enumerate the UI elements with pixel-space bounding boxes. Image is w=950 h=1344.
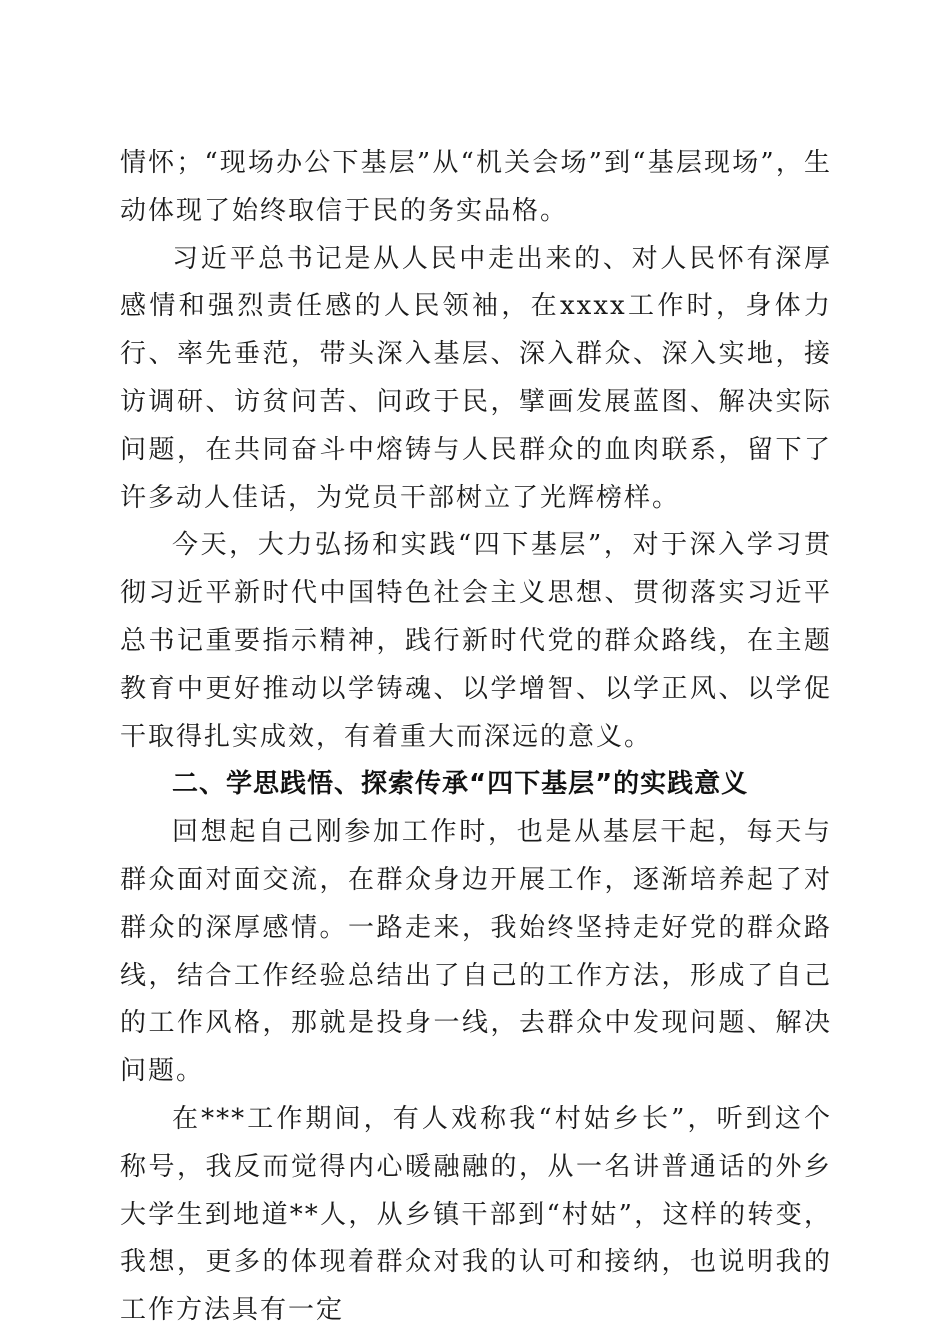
document-body xyxy=(120,140,832,1335)
paragraph-significance: 今天，大力弘扬和实践“四下基层”，对于深入学习贯彻习近平新时代中国特色社会主义思想、贯彻落实习近平总书记重要指示精神，践行新时代党的群众路线，在主题教育中更好推动以学铸魂、以学增智、以学正风、以学促干取得扎实成效，有着重大而深远的意义。 xyxy=(120,530,832,752)
paragraph-personal-experience: 回想起自己刚参加工作时，也是从基层干起，每天与群众面对面交流，在群众身边开展工作，逐渐培养起了对群众的深厚感情。一路走来，我始终坚持走好党的群众路线，结合工作经验总结出了自己的工作方法，形成了自己的工作风格，那就是投身一线，去群众中发现问题、解决问题。 xyxy=(120,817,832,1087)
paragraph-village-girl: 在***工作期间，有人戏称我“村姑乡长”，听到这个称号，我反而觉得内心暖融融的，从一名讲普通话的外乡大学生到地道**人，从乡镇干部到“村姑”，这样的转变，我想，更多的体现着群众对我的认可和接纳，也说明我的工作方法具有一定 xyxy=(120,1103,832,1326)
paragraph-continuation: 情怀；“现场办公下基层”从“机关会场”到“基层现场”，生动体现了始终取信于民的务实品格。 xyxy=(120,148,832,226)
paragraph-leader-example: 习近平总书记是从人民中走出来的、对人民怀有深厚感情和强烈责任感的人民领袖，在xxxx工作时，身体力行、率先垂范，带头深入基层、深入群众、深入实地，接访调研、访贫问苦、问政于民，擘画发展蓝图、解决实际问题，在共同奋斗中熔铸与人民群众的血肉联系，留下了许多动人佳话，为党员干部树立了光辉榜样。 xyxy=(120,243,832,513)
section-heading: 二、学思践悟、探索传承“四下基层”的实践意义 xyxy=(172,769,749,800)
